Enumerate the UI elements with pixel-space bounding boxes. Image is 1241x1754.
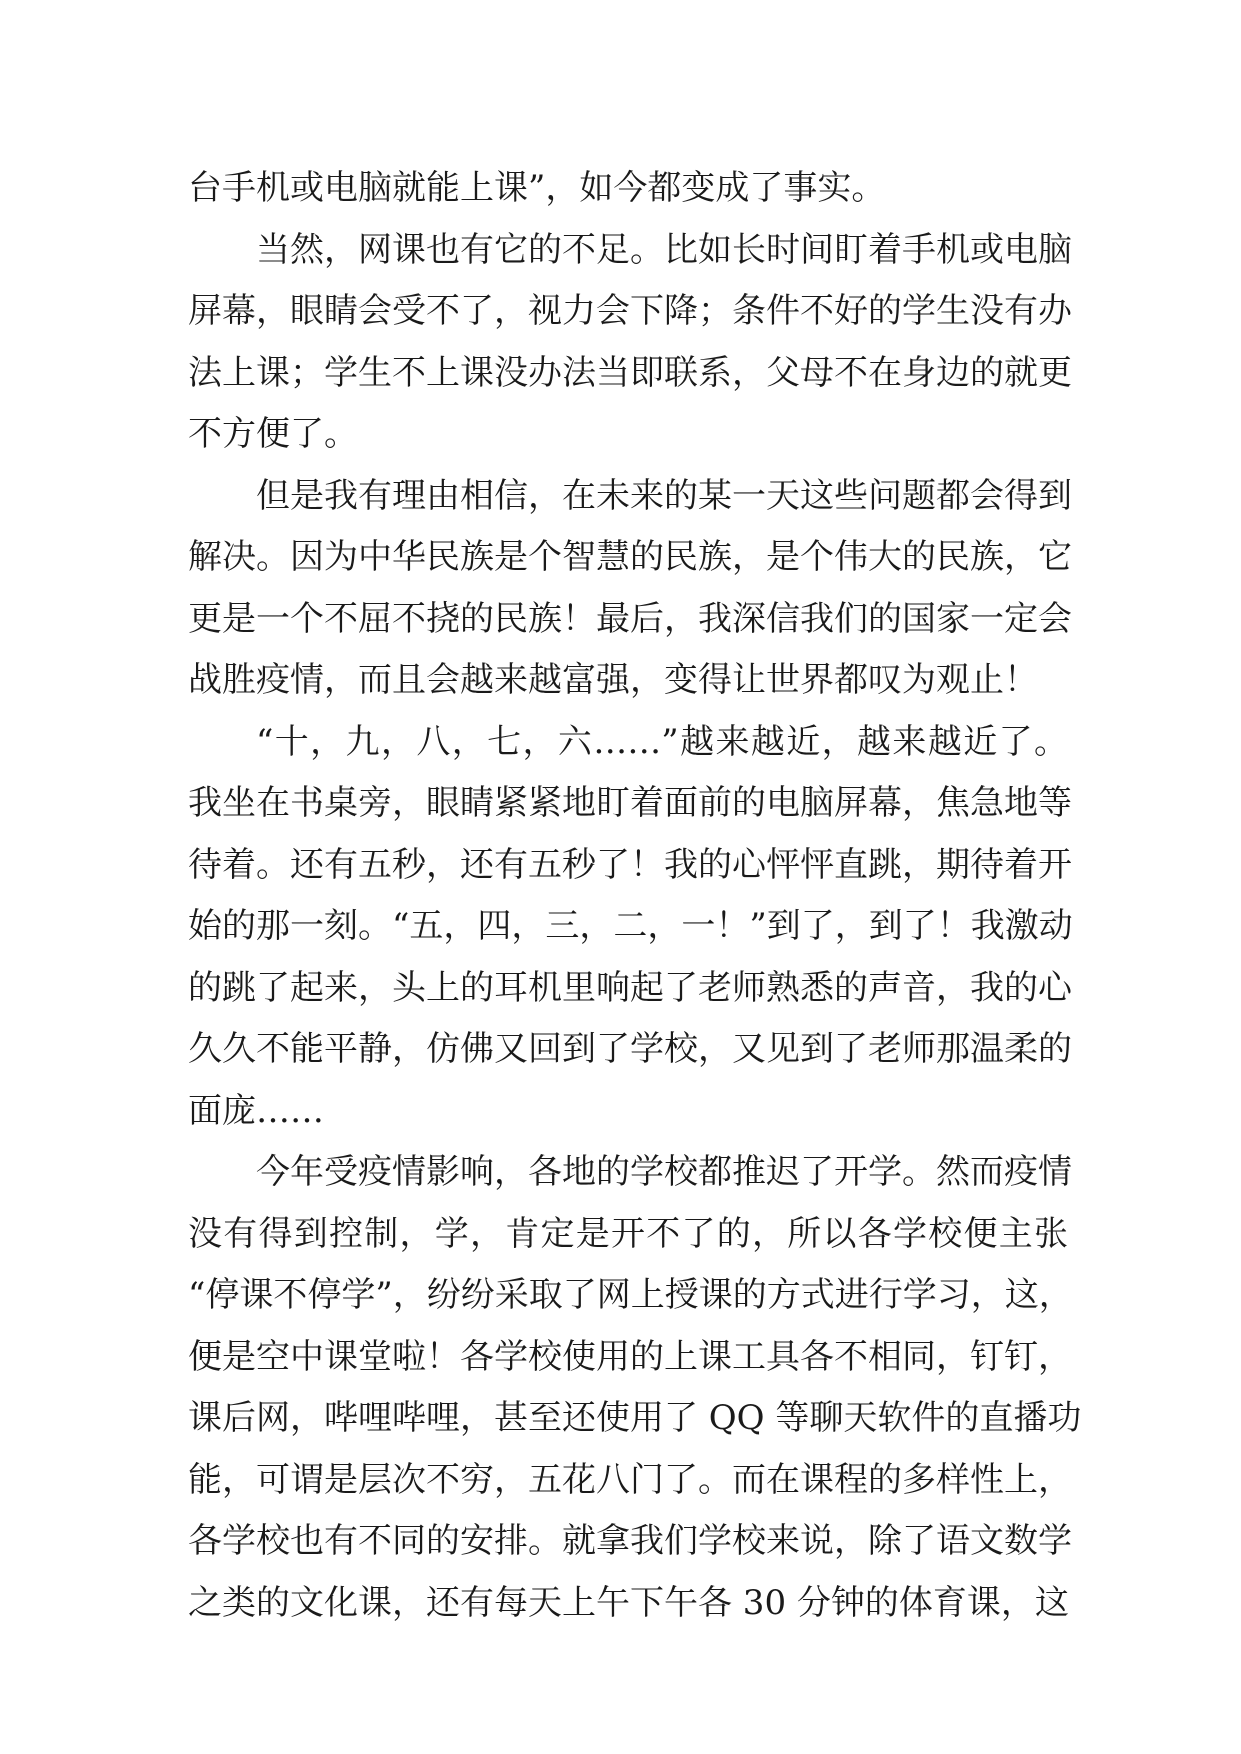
text-line: 待着。还有五秒，还有五秒了！我的心怦怦直跳，期待着开 <box>188 844 1072 885</box>
text-line: 始的那一刻。“五，四，三，二，一！”到了，到了！我激动 <box>188 906 1073 946</box>
text-line: 的跳了起来，头上的耳机里响起了老师熟悉的声音，我的心 <box>188 967 1072 1008</box>
text-line: 更是一个不屈不挠的民族！最后，我深信我们的国家一定会 <box>188 598 1072 639</box>
text-line: 我坐在书桌旁，眼睛紧紧地盯着面前的电脑屏幕，焦急地等 <box>188 783 1072 823</box>
text-line: 各学校也有不同的安排。就拿我们学校来说，除了语文数学 <box>188 1521 1072 1561</box>
paragraph-first-line: “十，九，八，七，六……”越来越近，越来越近了。 <box>256 721 1068 762</box>
text-line: 久久不能平静，仿佛又回到了学校，又见到了老师那温柔的 <box>188 1029 1072 1069</box>
paragraph-first-line: 当然，网课也有它的不足。比如长时间盯着手机或电脑 <box>256 229 1072 270</box>
text-line: 便是空中课堂啦！各学校使用的上课工具各不相同，钉钉， <box>188 1336 1072 1377</box>
text-line: 屏幕，眼睛会受不了，视力会下降；条件不好的学生没有办 <box>188 291 1072 331</box>
text-line: “停课不停学”，纷纷采取了网上授课的方式进行学习，这， <box>188 1275 1073 1315</box>
text-line: 课后网，哔哩哔哩，甚至还使用了 QQ 等聊天软件的直播功 <box>188 1398 1082 1438</box>
paragraph-first-line: 今年受疫情影响，各地的学校都推迟了开学。然而疫情 <box>256 1152 1072 1192</box>
text-line: 台手机或电脑就能上课”，如今都变成了事实。 <box>188 168 886 208</box>
paragraph-first-line: 但是我有理由相信，在未来的某一天这些问题都会得到 <box>256 475 1072 516</box>
text-line: 没有得到控制，学，肯定是开不了的，所以各学校便主张 <box>188 1213 1068 1254</box>
text-line: 不方便了。 <box>188 414 358 454</box>
text-line: 能，可谓是层次不穷，五花八门了。而在课程的多样性上， <box>188 1459 1072 1500</box>
text-line: 战胜疫情，而且会越来越富强，变得让世界都叹为观止！ <box>188 660 1038 700</box>
essay-body <box>188 158 1082 1634</box>
text-line: 之类的文化课，还有每天上午下午各 30 分钟的体育课，这 <box>188 1582 1069 1623</box>
text-line: 解决。因为中华民族是个智慧的民族，是个伟大的民族，它 <box>188 537 1072 577</box>
text-line: 法上课；学生不上课没办法当即联系，父母不在身边的就更 <box>188 352 1072 393</box>
text-line: 面庞…… <box>188 1090 324 1131</box>
